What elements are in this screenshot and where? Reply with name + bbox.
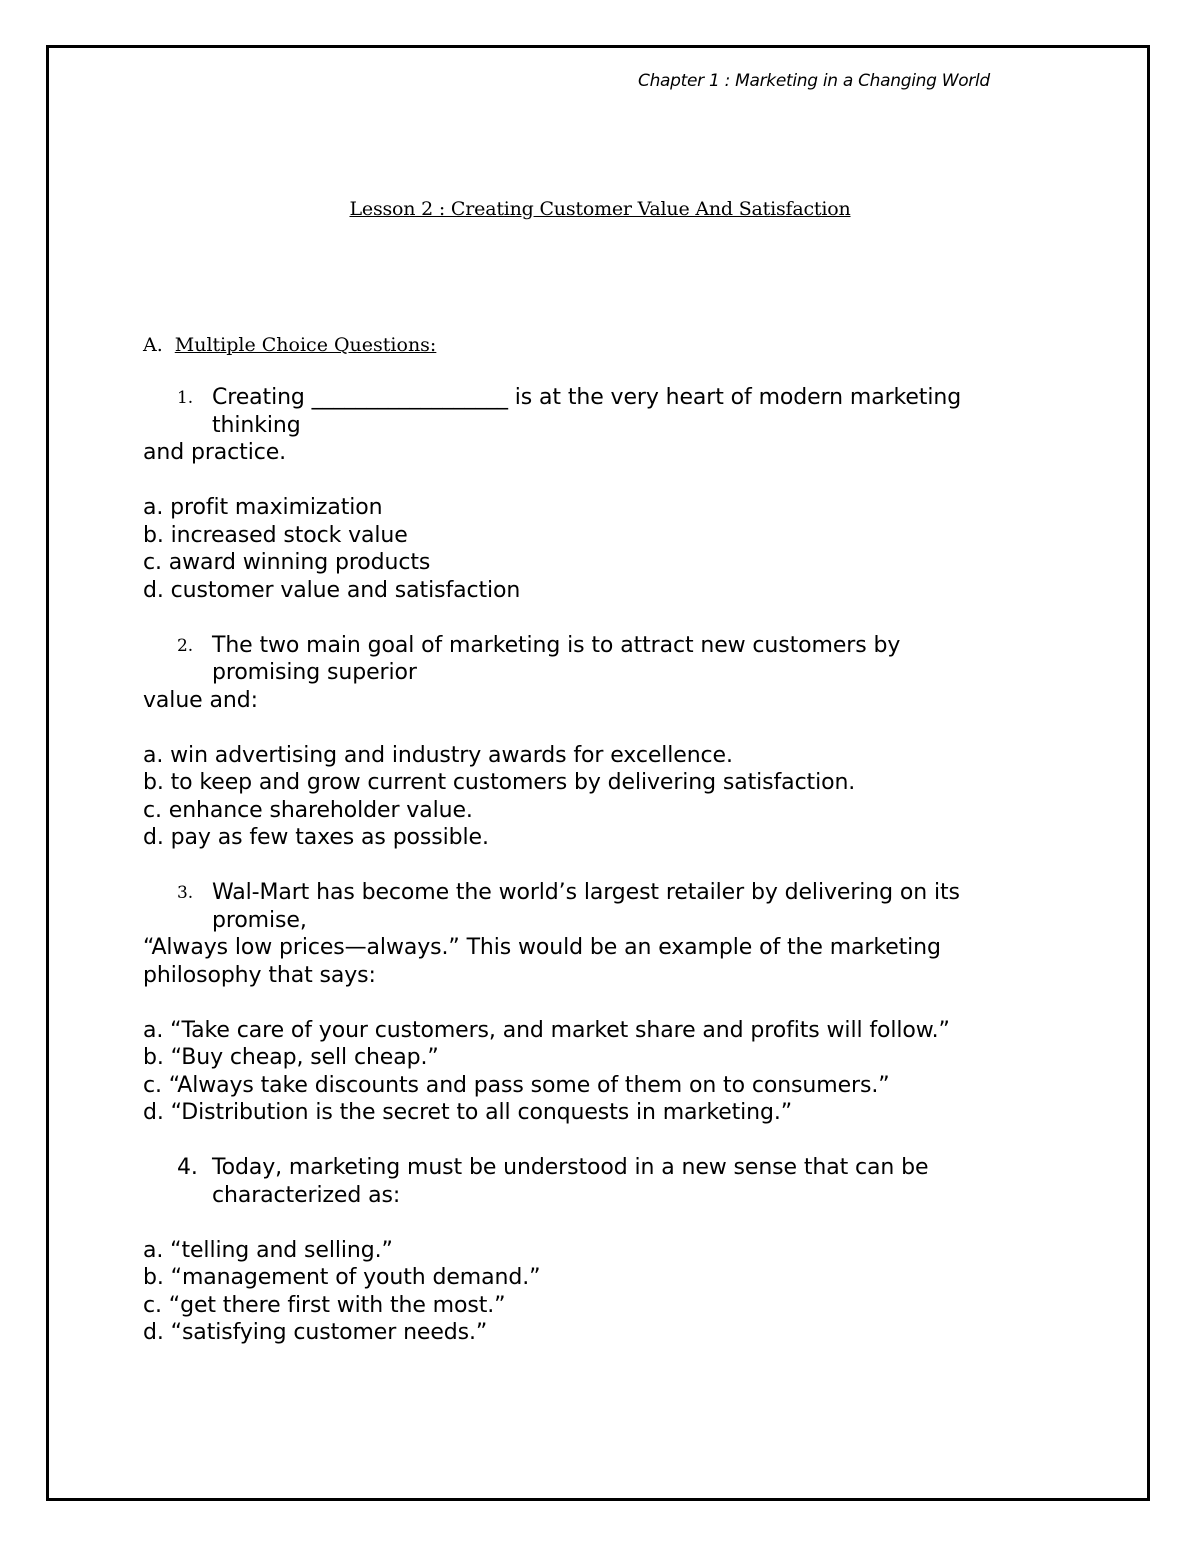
question-number: 1. (177, 388, 194, 408)
answer-option: b. increased stock value (143, 522, 408, 548)
question-2 (143, 632, 1043, 687)
question-continuation: “Always low prices—always.” This would be an example of the marketing (143, 935, 941, 960)
lesson-title-text: Lesson 2 : Creating Customer Value And Satisfaction (349, 198, 851, 220)
answer-option: b. “management of youth demand.” (143, 1265, 541, 1290)
question-text: promising superior (212, 660, 417, 685)
chapter-header: Chapter 1 : Marketing in a Changing World (638, 71, 990, 91)
question-text: characterized as: (212, 1182, 401, 1208)
question-4 (143, 1154, 1043, 1209)
answer-option: b. “Buy cheap, sell cheap.” (143, 1045, 439, 1070)
question-number: 2. (177, 635, 194, 656)
question-3 (143, 879, 1043, 934)
answer-option: d. “satisfying customer needs.” (143, 1320, 488, 1345)
section-label: Multiple Choice Questions: (174, 334, 437, 356)
section-letter: A. (143, 334, 163, 356)
answer-option: d. “Distribution is the secret to all conquests in marketing.” (143, 1100, 793, 1125)
question-continuation: philosophy that says: (143, 962, 376, 988)
question-text: promise, (212, 907, 307, 933)
section-heading (143, 334, 436, 356)
question-number: 3. (177, 883, 194, 903)
answer-option: a. “telling and selling.” (143, 1237, 393, 1263)
lesson-title (0, 198, 1200, 220)
question-list (143, 384, 1043, 1347)
question-number: 4. (177, 1155, 198, 1180)
answer-option: c. award winning products (143, 550, 431, 575)
question-1 (143, 384, 1043, 439)
question-text: Creating __________________ is at the very heart of modern marketing (212, 385, 962, 410)
question-text: Today, marketing must be understood in a new sense that can be (212, 1155, 929, 1180)
answer-option: d. pay as few taxes as possible. (143, 825, 489, 850)
answer-option: c. enhance shareholder value. (143, 797, 473, 823)
question-text: The two main goal of marketing is to attract new customers by (212, 632, 901, 658)
answer-option: c. “Always take discounts and pass some of them on to consumers.” (143, 1072, 890, 1098)
answer-option: b. to keep and grow current customers by delivering satisfaction. (143, 770, 856, 795)
answer-option: c. “get there first with the most.” (143, 1292, 506, 1318)
question-continuation: value and: (143, 687, 258, 713)
answer-option: a. win advertising and industry awards for excellence. (143, 742, 733, 768)
question-text: thinking (212, 412, 301, 438)
answer-option: a. profit maximization (143, 495, 383, 520)
answer-option: d. customer value and satisfaction (143, 577, 521, 603)
answer-option: a. “Take care of your customers, and market share and profits will follow.” (143, 1017, 950, 1043)
question-text: Wal-Mart has become the world’s largest retailer by delivering on its (212, 880, 960, 905)
question-continuation: and practice. (143, 440, 287, 465)
